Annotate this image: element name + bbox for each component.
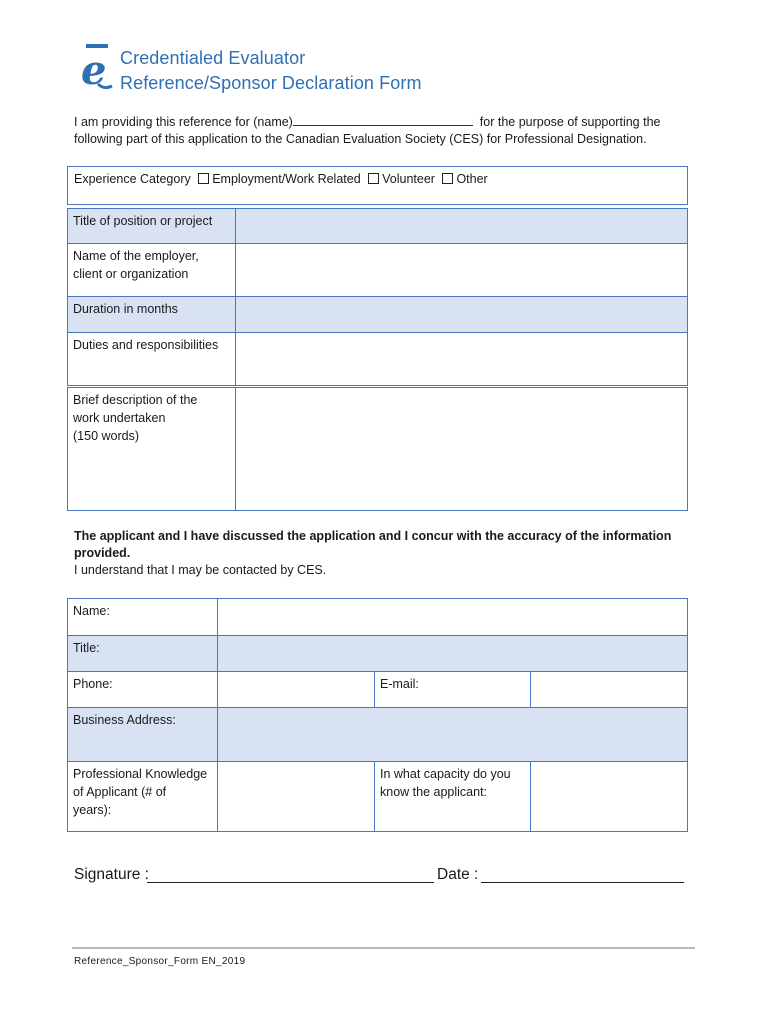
employer-label-line2: client or organization: [73, 267, 189, 281]
title-input[interactable]: [217, 635, 688, 672]
form-title-line1: Credentialed Evaluator: [120, 48, 306, 68]
duties-label: Duties and responsibilities: [73, 338, 219, 352]
duties-input[interactable]: [235, 332, 688, 386]
address-label: Business Address:: [73, 713, 176, 727]
title-position-label: Title of position or project: [73, 214, 213, 228]
employment-option-label: Employment/Work Related: [212, 172, 361, 186]
form-title-line2: Reference/Sponsor Declaration Form: [120, 73, 422, 93]
title-label-cell: [67, 635, 218, 672]
phone-label: Phone:: [73, 677, 113, 691]
signature-line[interactable]: [147, 882, 434, 883]
email-input[interactable]: [530, 671, 688, 708]
description-input[interactable]: [235, 387, 688, 511]
phone-label-cell: [67, 671, 218, 708]
employer-label-line1: Name of the employer,: [73, 249, 199, 263]
capacity-label-cell: [374, 761, 531, 832]
footer-divider: [72, 947, 695, 949]
phone-input[interactable]: [217, 671, 375, 708]
knowledge-input[interactable]: [217, 761, 375, 832]
intro-line2: following part of this application to the Canadian Evaluation Society (CES) for Professional Designation.: [74, 132, 647, 146]
declaration-bold-line2: provided.: [74, 546, 131, 560]
capacity-input[interactable]: [530, 761, 688, 832]
description-label-line2: work undertaken: [73, 411, 166, 425]
knowledge-label-line1: Professional Knowledge: [73, 767, 208, 781]
description-label-cell: [67, 387, 236, 511]
duties-label-cell: [67, 332, 236, 386]
intro-paragraph: [74, 114, 694, 148]
employer-input[interactable]: [235, 243, 688, 297]
duration-input[interactable]: [235, 296, 688, 333]
email-label-cell: [374, 671, 531, 708]
signature-label: Signature :: [74, 866, 149, 883]
duration-label-cell: [67, 296, 236, 333]
date-label: Date :: [437, 866, 479, 883]
address-input[interactable]: [217, 707, 688, 762]
date-line[interactable]: [481, 882, 684, 883]
knowledge-label-cell: [67, 761, 218, 832]
volunteer-option-label: Volunteer: [382, 172, 435, 186]
employment-checkbox[interactable]: [198, 173, 209, 184]
description-label-line1: Brief description of the: [73, 393, 198, 407]
title-position-input[interactable]: [235, 208, 688, 244]
experience-category-label: Experience Category: [74, 172, 191, 186]
duration-label: Duration in months: [73, 302, 178, 316]
name-input[interactable]: [217, 598, 688, 636]
footer-text: Reference_Sponsor_Form EN_2019: [74, 956, 246, 967]
intro-text-before: I am providing this reference for (name): [74, 115, 293, 129]
knowledge-label-line2: of Applicant (# of: [73, 785, 167, 799]
other-checkbox[interactable]: [442, 173, 453, 184]
address-label-cell: [67, 707, 218, 762]
name-label: Name:: [73, 604, 110, 618]
ces-logo: [78, 42, 116, 92]
email-label: E-mail:: [380, 677, 419, 691]
employer-label-cell: [67, 243, 236, 297]
experience-category-box: [67, 166, 688, 205]
declaration-statement: [74, 528, 694, 579]
title-position-label-cell: [67, 208, 236, 244]
other-option-label: Other: [456, 172, 488, 186]
name-label-cell: [67, 598, 218, 636]
capacity-label-line1: In what capacity do you: [380, 767, 511, 781]
description-label-line3: (150 words): [73, 429, 139, 443]
title-label: Title:: [73, 641, 100, 655]
applicant-name-blank[interactable]: [293, 114, 473, 126]
knowledge-label-line3: years):: [73, 803, 112, 817]
contact-consent-text: I understand that I may be contacted by CES.: [74, 563, 327, 577]
capacity-label-line2: know the applicant:: [380, 785, 488, 799]
declaration-bold-line1: The applicant and I have discussed the application and I concur with the accuracy of the information: [74, 529, 672, 543]
intro-text-after: for the purpose of supporting the: [479, 115, 661, 129]
svg-text:e: e: [81, 47, 107, 92]
volunteer-checkbox[interactable]: [368, 173, 379, 184]
